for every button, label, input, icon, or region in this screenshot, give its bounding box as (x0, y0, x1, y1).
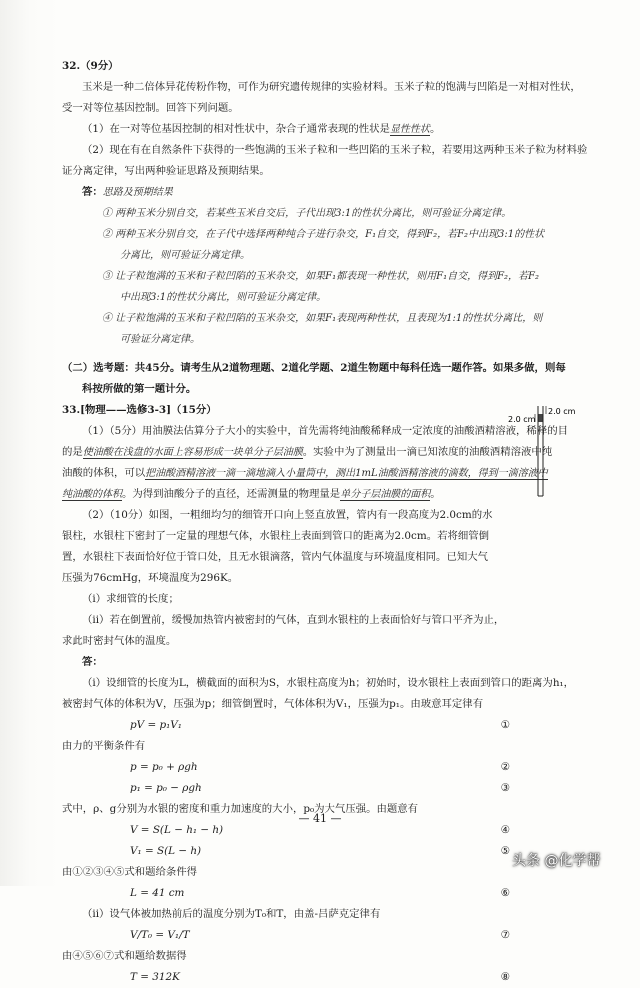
q32-answer-4a: ④ 让子粒饱满的玉米和子粒凹陷的玉米杂交，如果F₁表现两种性状，且表现为1:1的性状分离比，则 (102, 313, 543, 324)
tube-figure (508, 400, 578, 500)
q33-p3-pre: 油酸的体积，可以 (62, 467, 146, 479)
formula-3 (62, 778, 510, 799)
q32-sub2-b: 证分离定律，写出两种验证思路及预期结果。 (62, 165, 270, 177)
q33-b4: 式中，ρ、g分别为水银的密度和重力加速度的大小，p₀为大气压强。由题意有 (62, 803, 419, 815)
watermark: 头条 @化学帮 (512, 853, 601, 869)
answer-label: 答： (82, 186, 103, 198)
formula-3-expr: p₁ = p₀ − ρgh (130, 782, 202, 794)
tube-diagram (508, 400, 578, 500)
q33-p4-post: 。 (430, 488, 441, 500)
q33-b7: 由④⑤⑥⑦式和题给数据得 (62, 950, 187, 962)
q33-answer-label: 答： (82, 656, 103, 668)
q32-sub2-a: （2）现在有在自然条件下获得的一些饱满的玉米子粒和一些凹陷的玉米子粒，若要用这两种玉米子粒为材料验 (82, 144, 588, 156)
formula-5-expr: V₁ = S(L − h) (130, 845, 202, 857)
q33-p6: 银柱，水银柱下密封了一定量的理想气体，水银柱上表面到管口的距离为2.0cm。若将细管倒 (62, 530, 490, 542)
formula-4-expr: V = S(L − h₁ − h) (130, 824, 224, 836)
formula-6-num: ⑥ (500, 887, 510, 899)
formula-1-num: ① (500, 719, 510, 731)
formula-2 (62, 757, 510, 778)
formula-6-expr: L = 41 cm (130, 887, 185, 899)
mercury-column (539, 414, 543, 422)
formula-5 (62, 841, 510, 862)
formula-8-num: ⑧ (500, 971, 510, 983)
q33-p7: 置，水银柱下表面恰好位于管口处，且无水银滴落，管内气体温度与环境温度相同。已知大气 (62, 551, 489, 563)
figure-label-left: 2.0 cm (508, 415, 536, 424)
q33-p2-answer: 使油酸在浅盘的水面上容易形成一块单分子层油膜 (82, 447, 303, 458)
formula-2-num: ② (500, 761, 510, 773)
formula-7-num: ⑦ (500, 929, 510, 941)
formula-7-expr: V/T₀ = V₁/T (130, 929, 190, 941)
q33-p1: （1）（5分）用油膜法估算分子大小的实验中，首先需将纯油酸稀释成一定浓度的油酸酒精溶液，稀释的目 (82, 425, 568, 437)
q32-stem-1: 玉米是一种二倍体异花传粉作物，可作为研究遗传规律的实验材料。玉米子粒的饱满与凹陷是一对相对性状， (82, 81, 581, 93)
page-content (62, 56, 588, 988)
q33-b5: 由①②③④⑤式和题给条件得 (62, 866, 198, 878)
q33-p9: （i）求细管的长度； (82, 593, 179, 605)
formula-3-num: ③ (500, 782, 510, 794)
q33-p3-answer: 把油酸酒精溶液一滴一滴地滴入小量筒中，测出1mL油酸酒精溶液的滴数，得到一滴溶液中 (145, 468, 548, 479)
formula-7 (62, 925, 510, 946)
q33-p5: （2）（10分）如图，一粗细均匀的细管开口向上竖直放置，管内有一段高度为2.0cm的水 (82, 509, 493, 521)
q32-answer-4b: 可验证分离定律。 (120, 334, 200, 345)
q33-p3 (62, 463, 572, 484)
answer-title: 思路及预期结果 (102, 187, 173, 198)
formula-2-expr: p = p₀ + ρgh (130, 761, 198, 773)
formula-1 (62, 715, 510, 736)
q32-answer-label (62, 182, 572, 203)
q33-p11: 求此时密封气体的温度。 (62, 635, 177, 647)
page-number: — 41 — (298, 812, 342, 825)
formula-4-num: ④ (500, 824, 510, 836)
q33-b6: （ii）设气体被加热前后的温度分别为T₀和T，由盖-吕萨克定律有 (82, 908, 381, 920)
q33-b1: （i）设细管的长度为L，横截面的面积为S，水银柱高度为h；初始时，设水银柱上表面到管口的距离为h₁， (82, 677, 575, 689)
q33-p10: （ii）若在倒置前，缓慢加热管内被密封的气体，直到水银柱的上表面恰好与管口平齐为止， (82, 614, 505, 626)
q33-b3: 由力的平衡条件有 (62, 740, 146, 752)
formula-1-expr: pV = p₁V₁ (130, 719, 182, 731)
q32-answer-2b: 分离比，则可验证分离定律。 (120, 250, 250, 261)
formula-6 (62, 883, 510, 904)
formula-5-num: ⑤ (500, 845, 510, 857)
formula-8-expr: T = 312K (130, 971, 180, 983)
q33-p8: 压强为76cmHg，环境温度为296K。 (62, 572, 239, 584)
figure-label-right: 2.0 cm (548, 407, 576, 416)
q33-p4-answer: 纯油酸的体积 (62, 489, 122, 500)
q33-p2-pre: 的是 (62, 446, 83, 458)
q32-stem-2: 受一对等位基因控制。回答下列问题。 (62, 102, 239, 114)
optional-instructions-1: （二）选考题：共45分。请考生从2道物理题、2道化学题、2道生物题中每科任选一题作答。如果多做，则每 (62, 362, 566, 374)
q32-sub1 (62, 119, 572, 140)
q33-p2 (62, 442, 572, 463)
q33-header: 33.[物理——选修3-3]（15分） (62, 404, 217, 416)
q32-sub1-answer: 显性性状 (389, 124, 430, 135)
optional-instructions-2: 科按所做的第一题计分。 (82, 383, 197, 395)
q32-sub1-end: 。 (429, 123, 441, 135)
q32-sub1-text: （1）在一对等位基因控制的相对性状中，杂合子通常表现的性状是 (82, 123, 390, 135)
q32-answer-1: ① 两种玉米分别自交，若某些玉米自交后，子代出现3:1的性状分离比，则可验证分离定律。 (102, 208, 512, 219)
q33-p4-answer2: 单分子层油膜的面积 (340, 489, 431, 500)
q32-header: 32.（9分） (62, 60, 119, 72)
q33-p4 (62, 484, 572, 505)
q32-answer-3a: ③ 让子粒饱满的玉米和子粒凹陷的玉米杂交，如果F₁都表现一种性状，则用F₁自交，得到F₂，若F₂ (102, 271, 539, 282)
q33-p2-post: 。实验中为了测量出一滴已知浓度的油酸酒精溶液中纯 (302, 446, 553, 458)
q33-p4-mid: 。为得到油酸分子的直径，还需测量的物理量是 (122, 488, 341, 500)
q32-answer-3b: 中出现3:1的性状分离比，则可验证分离定律。 (120, 292, 327, 303)
formula-8 (62, 967, 510, 988)
q32-answer-2a: ② 两种玉米分别自交，在子代中选择两种纯合子进行杂交，F₁自交，得到F₂，若F₂中出现3:1的性状 (102, 229, 545, 240)
q33-b2: 被密封气体的体积为V，压强为p；细管倒置时，气体体积为V₁，压强为p₁。由玻意耳定律有 (62, 698, 484, 710)
